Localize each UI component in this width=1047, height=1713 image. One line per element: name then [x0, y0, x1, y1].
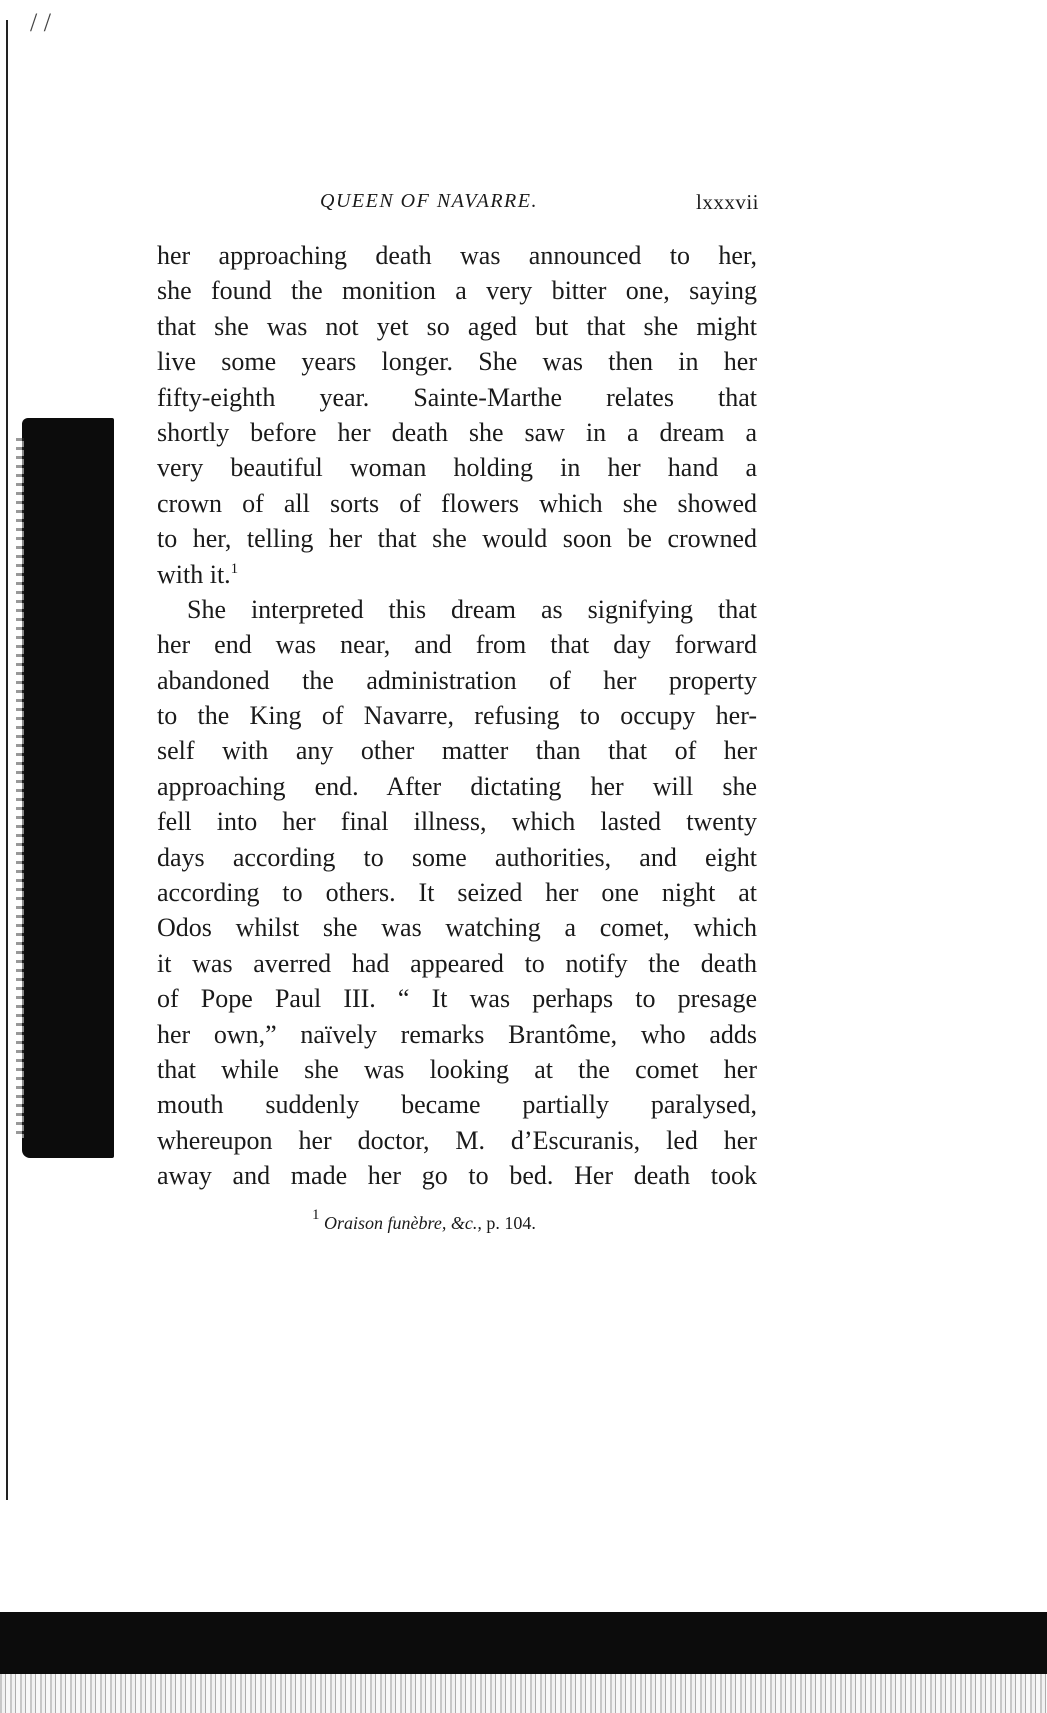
footnote-title: Oraison funèbre, &c.,	[324, 1213, 482, 1233]
text-line: that she was not yet so aged but that she might	[157, 311, 757, 341]
scan-noise-bottom	[0, 1674, 1047, 1713]
scan-edge-line	[6, 20, 8, 1500]
scan-shadow-left	[22, 418, 114, 1158]
running-title: QUEEN OF NAVARRE.	[320, 190, 538, 212]
text-line: away and made her go to bed. Her death took	[157, 1161, 757, 1191]
text-line: it was averred had appeared to notify the death	[157, 948, 757, 978]
text-line: that while she was looking at the comet her	[157, 1054, 757, 1084]
text-line-content: with it.	[157, 559, 231, 589]
text-line: her approaching death was announced to her,	[157, 241, 757, 270]
text-line: to the King of Navarre, refusing to occupy her-	[157, 701, 757, 731]
text-line: to her, telling her that she would soon be crowned	[157, 524, 757, 554]
scan-shadow-bottom	[0, 1612, 1047, 1674]
text-line: of Pope Paul III. “ It was perhaps to presage	[157, 984, 757, 1014]
page-number: lxxxvii	[695, 190, 759, 214]
text-line: approaching end. After dictating her will she	[157, 771, 757, 801]
footnote-page: p. 104.	[486, 1213, 536, 1233]
body-text	[157, 238, 757, 1194]
text-line: self with any other matter than that of her	[157, 736, 757, 766]
footnote-reference: 1	[230, 560, 239, 577]
text-line: mouth suddenly became partially paralysed,	[157, 1090, 757, 1120]
text-line	[157, 557, 757, 592]
text-line: she found the monition a very bitter one, saying	[157, 276, 757, 306]
running-header	[155, 190, 759, 222]
text-line: abandoned the administration of her property	[157, 665, 757, 695]
scan-mark: / /	[30, 8, 51, 37]
text-line: very beautiful woman holding in her hand a	[157, 453, 757, 483]
text-line: fifty-eighth year. Sainte-Marthe relates that	[157, 382, 757, 412]
text-line: her end was near, and from that day forward	[157, 630, 757, 660]
footnote	[312, 1207, 536, 1234]
text-line: according to others. It seized her one night at	[157, 878, 757, 908]
text-line: whereupon her doctor, M. d’Escuranis, led her	[157, 1125, 757, 1155]
text-line: Odos whilst she was watching a comet, which	[157, 913, 757, 943]
text-line: fell into her final illness, which lasted twenty	[157, 807, 757, 837]
text-line: live some years longer. She was then in her	[157, 347, 757, 377]
text-line: days according to some authorities, and eight	[157, 842, 757, 872]
text-line: her own,” naïvely remarks Brantôme, who adds	[157, 1019, 757, 1049]
footnote-marker: 1	[312, 1207, 320, 1223]
text-line: crown of all sorts of flowers which she showed	[157, 488, 757, 518]
text-line: shortly before her death she saw in a dream a	[157, 417, 757, 447]
text-line: She interpreted this dream as signifying that	[187, 594, 757, 624]
